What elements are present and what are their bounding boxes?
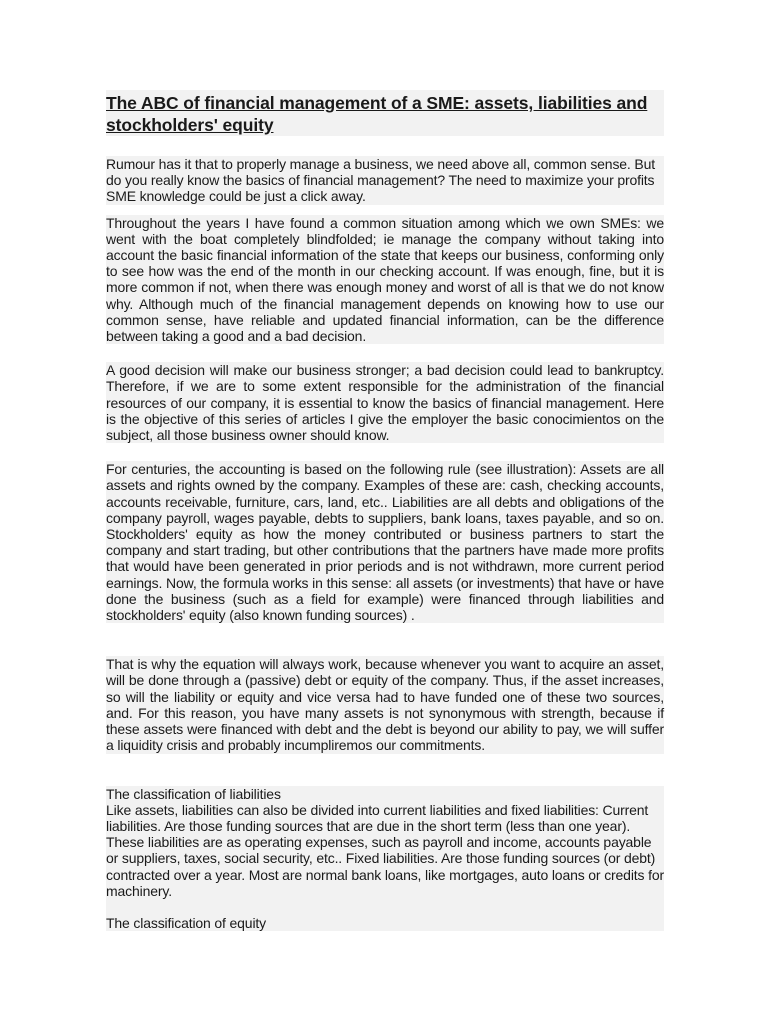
paragraph-accounting-rule: For centuries, the accounting is based on the following rule (see illustration): Assets are all assets and rights owned by the company. Examples of these are: cash, checking accounts, accounts receivable, furniture, cars, land, etc.. Liabilities are all debts and obligations of the company payroll, wages payable, debts to suppliers, bank loans, taxes payable, and so on. Stockholders' equity as how the money contributed or business partners to start the company and start trading, but other contributions that the partners have made more profits that would have been generated in prior periods and is not withdrawn, more current period earnings. Now, the formula works in this sense: all assets (or investments) that have or have done the business (such as a field for example) were financed through liabilities and stockholders' equity (also known funding sources) .	[106, 461, 664, 624]
document-title: The ABC of financial management of a SME: assets, liabilities and stockholders' equity	[106, 90, 664, 136]
spacer	[106, 754, 664, 786]
blank-line	[106, 899, 664, 915]
paragraph-equation: That is why the equation will always work, because whenever you want to acquire an asset, will be done through a (passive) debt or equity of the company. Thus, if the asset increases, so will the liability or equity and vice versa had to have funded one of these two sources, and. For this reason, you have many assets is not synonymous with strength, because if these assets were financed with debt and the debt is beyond our ability to pay, we will suffer a liquidity crisis and probably incumpliremos our commitments.	[106, 656, 664, 754]
paragraph-liabilities: Like assets, liabilities can also be divided into current liabilities and fixed liabilities: Current liabilities. Are those funding sources that are due in the short term (less than one year). These liabilities are as operating expenses, such as payroll and income, accounts payable or suppliers, taxes, social security, etc.. Fixed liabilities. Are those funding sources (or debt) contracted over a year. Most are normal bank loans, like mortgages, auto loans or credits for machinery.	[106, 801, 664, 899]
heading-classification-equity: The classification of equity	[106, 915, 664, 931]
spacer	[106, 623, 664, 656]
paragraph-common-situation: Throughout the years I have found a common situation among which we own SMEs: we went with the boat completely blindfolded; ie manage the company without taking into account the basic financial information of the state that keeps our business, conforming only to see how was the end of the month in our checking account. If was enough, fine, but it is more common if not, when there was enough money and worst of all is that we do not know why. Although much of the financial management depends on knowing how to use our common sense, have reliable and updated financial information, can be the difference between taking a good and a bad decision.	[106, 214, 664, 345]
paragraph-good-decision: A good decision will make our business stronger; a bad decision could lead to bankruptcy. Therefore, if we are to some extent responsible for the administration of the financial resources of our company, it is essential to know the basics of financial management. Here is the objective of this series of articles I give the employer the basic conocimientos on the subject, all those business owner should know.	[106, 362, 664, 444]
heading-classification-liabilities: The classification of liabilities	[106, 786, 664, 802]
spacer	[106, 205, 664, 215]
spacer	[106, 136, 664, 156]
paragraph-intro: Rumour has it that to properly manage a business, we need above all, common sense. But do you really know the basics of financial management? The need to maximize your profits SME knowledge could be just a click away.	[106, 156, 664, 205]
document-page	[106, 90, 664, 931]
spacer	[106, 443, 664, 461]
spacer	[106, 344, 664, 362]
